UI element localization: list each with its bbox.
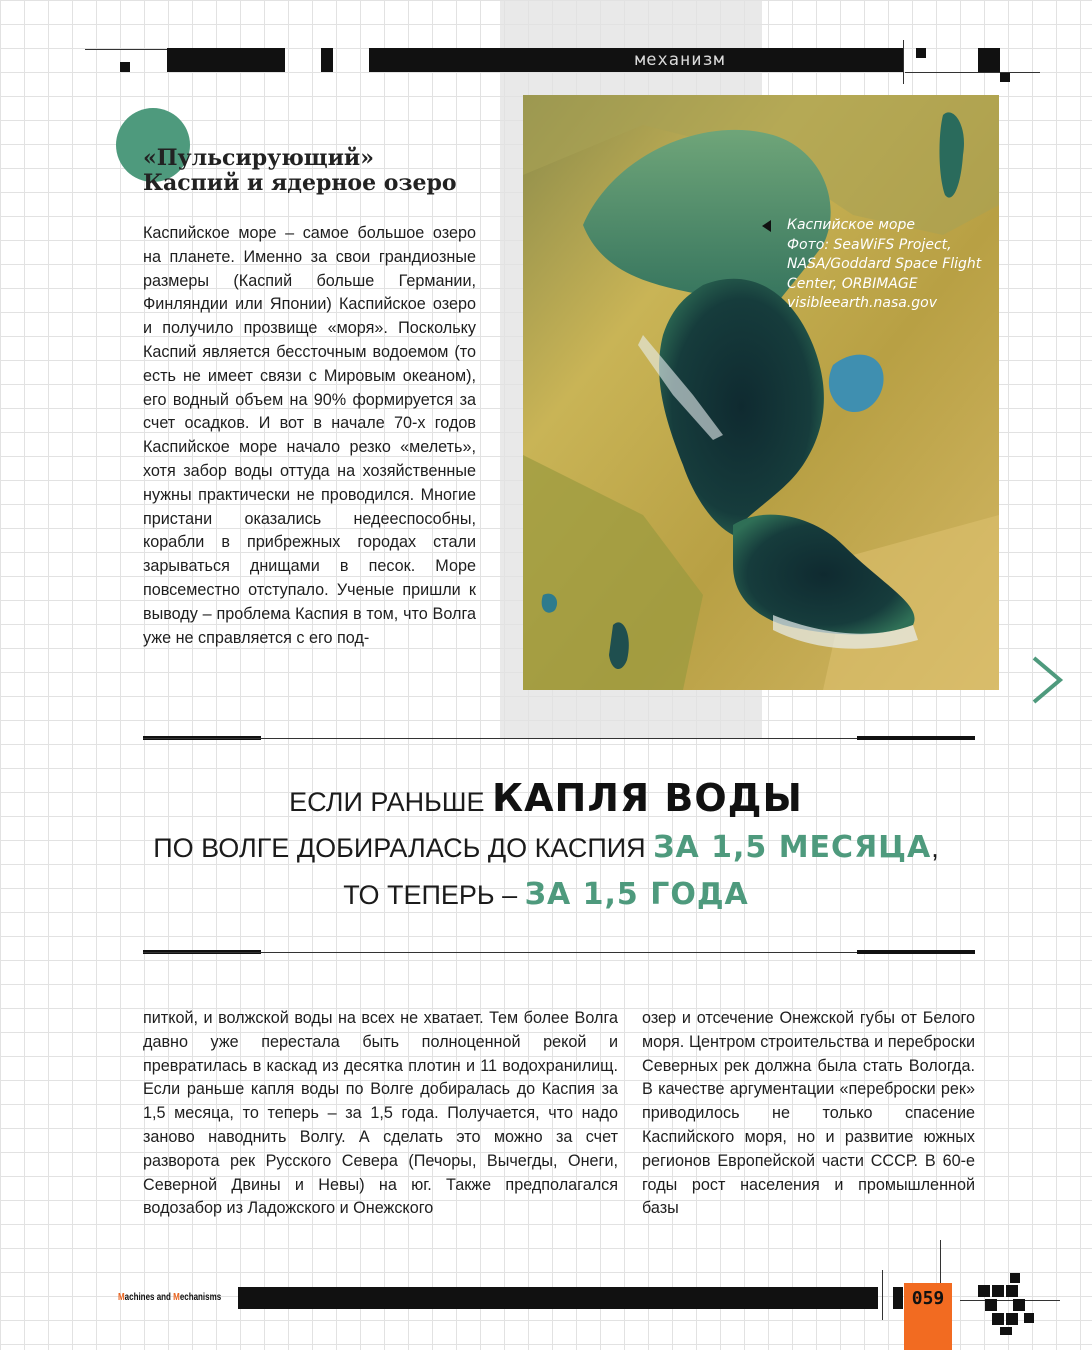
article-column-1: Каспийское море – самое большое озеро на планете. Именно за свои грандиозные размеры (Каспий больше Германии, Финляндии или Японии) Каспийское озеро и получило прозвище «моря». Поскольку Каспий является бессточным водоемом (то есть не имеет связи с Мировым океаном), его водный объем на 90% формируется за счет осадков. И вот в начале 70-х годов Каспийское море начало резко «мелеть», хотя забор воды оттуда на хозяйственные нужны практически не проводился. Многие пристани оказались недееспособны, корабли в прибрежных городах стали зарываться днищами в песок. Море повсеместно отступало. Ученые пришли к выводу – проблема Каспия в том, что Волга уже не справляется с его под- xyxy=(143,224,476,647)
pullquote-text-2: ПО ВОЛГЕ ДОБИРАЛАСЬ ДО КАСПИЯ xyxy=(153,833,654,863)
brand-initial-2: M xyxy=(173,1292,180,1303)
pullquote-text-1: ЕСЛИ РАНЬШЕ xyxy=(289,787,493,817)
caption-line-3: NASA/Goddard Space Flight xyxy=(787,256,982,272)
section-label: механизм xyxy=(635,50,725,70)
pullquote-emphasis-1: КАПЛЯ ВОДЫ xyxy=(492,776,803,820)
caspian-sea-satellite-photo xyxy=(523,95,999,690)
caption-line-2: Фото: SeaWiFS Project, xyxy=(787,236,952,253)
pullquote-line-3 xyxy=(0,877,1092,912)
caption-line-5: visibleearth.nasa.gov xyxy=(787,295,938,311)
page-number: 059 xyxy=(911,1288,945,1309)
headline-line-2: Каспий и ядерное озеро xyxy=(143,170,457,196)
brand-text-2: echanisms xyxy=(179,1292,222,1303)
brand-initial-1: M xyxy=(118,1292,125,1303)
pullquote-highlight-1: ЗА 1,5 МЕСЯЦА xyxy=(653,830,932,865)
article-column-2: питкой, и волжской воды на всех не хватает. Тем более Волга давно уже перестала быть полноценной рекой и превратилась в каскад из десятка плотин и 11 водохранилищ. Если раньше капля воды по Волге добиралась до Каспия за 1,5 месяца, то теперь – за 1,5 года. Получается, что надо заново наводнить Волгу. А сделать это можно за счет разворота рек Русского Севера (Печоры, Вычегды, Онеги, Северной Двины и Невы) на юг. Также предполагался водозабор из Ладожского и Онежского xyxy=(143,1009,618,1218)
satellite-image-illustration xyxy=(523,95,999,690)
next-page-chevron-icon[interactable] xyxy=(1028,654,1068,706)
brand-text-1: achines and xyxy=(124,1292,174,1303)
pullquote-line-1 xyxy=(0,776,1092,820)
headline-line-1: «Пульсирующий» xyxy=(143,145,374,171)
photo-caption xyxy=(787,216,987,314)
caption-pointer-icon xyxy=(762,220,771,232)
article-headline xyxy=(143,146,483,196)
caption-line-4: Center, ORBIMAGE xyxy=(787,275,918,292)
caption-line-1: Каспийское море xyxy=(787,217,915,233)
pullquote-line-2 xyxy=(0,830,1092,865)
pullquote-comma: , xyxy=(931,833,939,863)
pullquote-highlight-2: ЗА 1,5 ГОДА xyxy=(524,877,749,912)
article-column-3: озер и отсечение Онежской губы от Белого моря. Центром строительства и переброски Северных рек должна была стать Вологда. В качестве аргументации «переброски рек» приводилось не только спасение Каспийского моря, но и развитие южных регионов Европейской части СССР. В 60-е годы рост населения и промышленной базы xyxy=(642,1009,975,1218)
pullquote-text-3: ТО ТЕПЕРЬ – xyxy=(343,880,525,910)
footer-brand xyxy=(118,1292,221,1303)
